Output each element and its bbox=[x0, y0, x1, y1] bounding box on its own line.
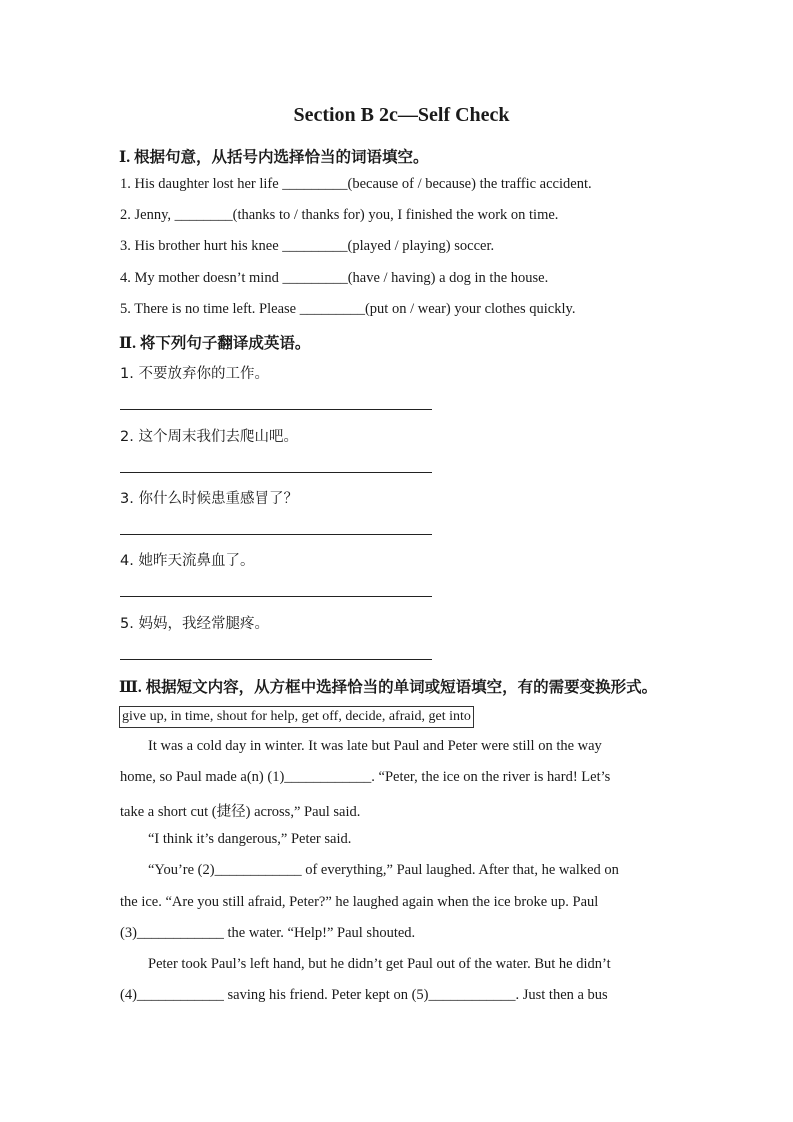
passage-line-1: It was a cold day in winter. It was late but Paul and Peter were still on the way bbox=[148, 738, 602, 754]
passage-line-9: (4)____________ saving his friend. Peter kept on (5)____________. Just then a bus bbox=[120, 987, 608, 1003]
part1-question-1: 1. His daughter lost her life _________(because of / because) the traffic accident. bbox=[120, 176, 592, 192]
passage-line-6: the ice. “Are you still afraid, Peter?” he laughed again when the ice broke up. Paul bbox=[120, 894, 599, 910]
answer-line-1[interactable] bbox=[120, 409, 432, 410]
part2-question-1: 1. 不要放弃你的工作。 bbox=[120, 366, 269, 382]
passage-line-2: home, so Paul made a(n) (1)____________. “Peter, the ice on the river is hard! Let’s bbox=[120, 769, 611, 785]
part1-question-4: 4. My mother doesn’t mind _________(have / having) a dog in the house. bbox=[120, 270, 549, 286]
page-title: Section B 2c—Self Check bbox=[293, 104, 510, 126]
answer-line-5[interactable] bbox=[120, 659, 432, 660]
answer-line-4[interactable] bbox=[120, 596, 432, 597]
part1-question-3: 3. His brother hurt his knee _________(played / playing) soccer. bbox=[120, 238, 495, 254]
part2-question-4: 4. 她昨天流鼻血了。 bbox=[120, 553, 255, 569]
part2-question-3: 3. 你什么时候患重感冒了？ bbox=[120, 491, 298, 507]
part1-heading: Ⅰ. 根据句意，从括号内选择恰当的词语填空。 bbox=[119, 149, 429, 166]
part1-question-5: 5. There is no time left. Please _________(put on / wear) your clothes quickly. bbox=[120, 301, 576, 317]
part3-heading: Ⅲ. 根据短文内容，从方框中选择恰当的单词或短语填空，有的需要变换形式。 bbox=[119, 679, 658, 696]
passage-line-7: (3)____________ the water. “Help!” Paul shouted. bbox=[120, 925, 416, 941]
part2-heading: Ⅱ. 将下列句子翻译成英语。 bbox=[119, 335, 311, 352]
part1-question-2: 2. Jenny, ________(thanks to / thanks for) you, I finished the work on time. bbox=[120, 207, 559, 223]
passage-line-8: Peter took Paul’s left hand, but he didn’t get Paul out of the water. But he didn’t bbox=[148, 956, 611, 972]
answer-line-2[interactable] bbox=[120, 472, 432, 473]
answer-line-3[interactable] bbox=[120, 534, 432, 535]
word-box: give up, in time, shout for help, get off, decide, afraid, get into bbox=[119, 706, 474, 728]
passage-line-3: take a short cut (捷径) across,” Paul said. bbox=[120, 804, 361, 820]
part2-question-5: 5. 妈妈，我经常腿疼。 bbox=[120, 616, 269, 632]
passage-line-4: “I think it’s dangerous,” Peter said. bbox=[148, 831, 352, 847]
part2-question-2: 2. 这个周末我们去爬山吧。 bbox=[120, 429, 298, 445]
passage-line-5: “You’re (2)____________ of everything,” Paul laughed. After that, he walked on bbox=[148, 862, 619, 878]
